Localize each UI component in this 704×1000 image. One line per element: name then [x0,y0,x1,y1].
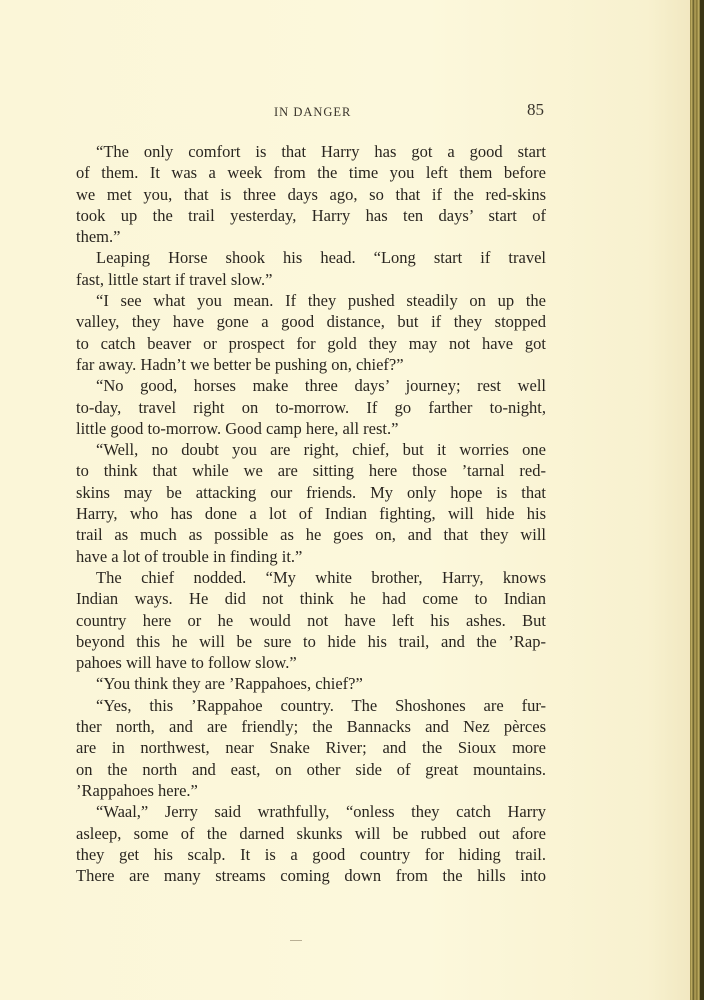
text-line: valley, they have gone a good distance, but if they stopped [76,312,546,332]
text-line: “Waal,” Jerry said wrathfully, “onless they catch Harry [96,802,546,822]
text-line: “Yes, this ’Rappahoe country. The Shoshones are fur- [96,695,546,715]
text-line: Harry, who has done a lot of Indian fighting, will hide his [76,504,546,524]
text-line: they get his scalp. It is a good country for hiding trail. [76,844,546,864]
text-line: are in northwest, near Snake River; and the Sioux more [76,738,546,758]
running-head: IN DANGER [274,105,352,119]
text-line: country here or he would not have left his ashes. But [76,610,546,630]
text-line: to catch beaver or prospect for gold they may not have got [76,333,546,353]
text-line: to-day, travel right on to-morrow. If go farther to-night, [76,397,546,417]
text-line: Indian ways. He did not think he had come to Indian [76,589,546,609]
text-line: skins may be attacking our friends. My only hope is that [76,482,546,502]
text-line: trail as much as possible as he goes on, and that they will [76,525,546,545]
text-line: The chief nodded. “My white brother, Harry, knows [96,567,546,587]
book-binding-shadow [700,0,704,1000]
text-line: to think that while we are sitting here those ’tarnal red- [76,461,546,481]
text-line: ther north, and are friendly; the Bannacks and Nez pèrces [76,717,546,737]
text-line: on the north and east, on other side of great mountains. [76,759,546,779]
text-line: “Well, no doubt you are right, chief, but it worries one [96,440,546,460]
text-line: we met you, that is three days ago, so that if the red-skins [76,184,546,204]
body-text [76,141,546,886]
page-number: 85 [527,100,544,119]
text-line: of them. It was a week from the time you left them before [76,163,546,183]
text-line: beyond this he will be sure to hide his trail, and the ’Rap- [76,631,546,651]
text-line: “The only comfort is that Harry has got a good start [96,142,546,161]
text-line: “You think they are ’Rappahoes, chief?” [96,674,363,694]
page-header [76,100,544,122]
page-blemish [290,940,302,941]
text-line: them.” [76,227,121,247]
text-line: have a lot of trouble in finding it.” [76,546,303,566]
text-line: far away. Hadn’t we better be pushing on, chief?” [76,354,404,374]
text-line: Leaping Horse shook his head. “Long start if travel [96,248,546,268]
text-line: There are many streams coming down from the hills into [76,866,546,886]
text-line: “No good, horses make three days’ journey; rest well [96,376,546,396]
text-line: took up the trail yesterday, Harry has ten days’ start of [76,205,546,225]
text-line: little good to-morrow. Good camp here, all rest.” [76,418,399,438]
text-line: asleep, some of the darned skunks will be rubbed out afore [76,823,546,843]
text-line: fast, little start if travel slow.” [76,269,273,289]
text-line: “I see what you mean. If they pushed steadily on up the [96,291,546,311]
text-line: pahoes will have to follow slow.” [76,653,297,673]
text-line: ’Rappahoes here.” [76,780,198,800]
